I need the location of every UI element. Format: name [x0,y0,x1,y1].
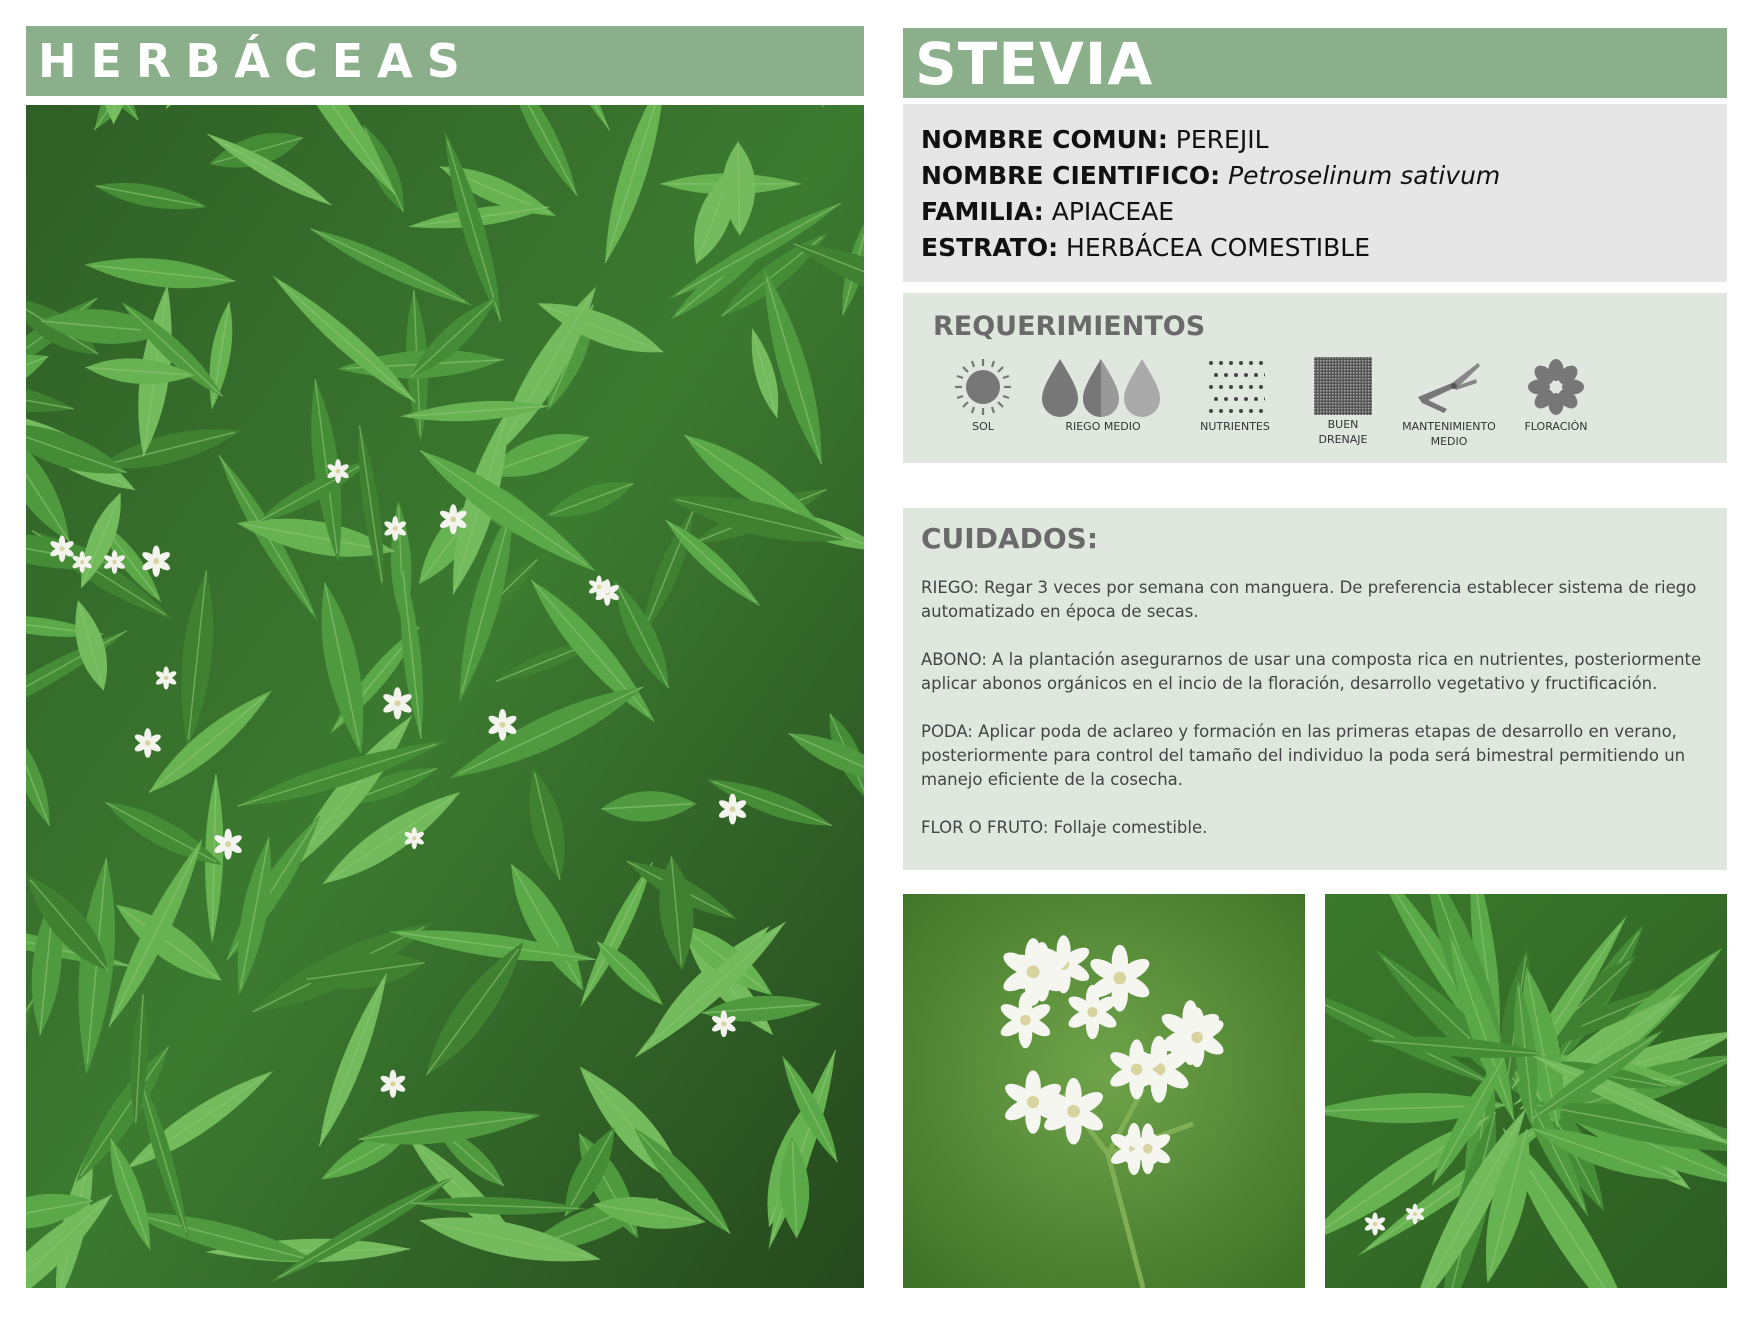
common-name-row [921,122,1709,158]
requirements-title: REQUERIMIENTOS [933,311,1206,342]
family-row [921,194,1709,230]
category-title-band [26,26,864,96]
req-sun [943,357,1023,434]
category-title: HERBÁCEAS [38,34,474,88]
drainage-grid-icon [1314,357,1372,415]
flower-closeup-photo [903,894,1305,1288]
req-label-maintenance [1379,419,1519,449]
care-title: CUIDADOS: [921,522,1099,555]
flower-icon [1525,357,1587,417]
req-flowering [1501,357,1611,434]
req-nutrients [1185,357,1285,434]
req-water [1033,357,1173,434]
care-abono: ABONO: A la plantación asegurarnos de usar una composta rica en nutrientes, posteriormente aplicar abonos orgánicos en el incio de la floración, desarrollo vegetativo y fructificación. [921,650,1702,693]
plant-info-panel [903,104,1727,282]
care-flor: FLOR O FRUTO: Follaje comestible. [921,818,1208,837]
req-label-flowering: FLORACIÓN [1524,420,1588,433]
stratum-row [921,230,1709,266]
family-value: APIACEAE [1043,197,1175,226]
req-label-drainage [1303,417,1383,447]
plant-title: STEVIA [915,30,1154,98]
scientific-name-label: NOMBRE CIENTIFICO: [921,161,1221,190]
care-panel [903,508,1727,870]
care-poda: PODA: Aplicar poda de aclareo y formación en las primeras etapas de desarrollo en verano, posteriormente para control del tamaño del individuo la poda será bimestral permitiendo un manejo eficiente de la cosecha. [921,722,1686,789]
req-label-drainage-line2: DRENAJE [1318,433,1368,446]
water-drops-icon [1038,357,1168,417]
req-label-nutrients: NUTRIENTES [1200,420,1270,433]
plant-title-band [903,28,1727,98]
nutrients-dots-icon [1205,357,1265,417]
req-label-drainage-line1: BUEN [1327,418,1359,431]
scientific-name-row [921,158,1709,194]
common-name-label: NOMBRE COMUN: [921,125,1168,154]
pruning-shears-icon [1414,357,1484,417]
scientific-name-value: Petroselinum sativum [1228,161,1501,190]
sun-icon [953,357,1013,417]
common-name-value: PEREJIL [1167,125,1269,154]
leaf-closeup-photo [1325,894,1727,1288]
main-plant-photo [26,105,864,1288]
requirements-panel [903,293,1727,463]
req-drainage [1303,357,1383,447]
stratum-label: ESTRATO: [921,233,1059,262]
care-text [921,576,1716,864]
req-maintenance [1379,357,1519,449]
req-label-maintenance-line1: MANTENIMIENTO [1402,420,1496,433]
req-label-water: RIEGO MEDIO [1065,420,1141,433]
family-label: FAMILIA: [921,197,1044,226]
stratum-value: HERBÁCEA COMESTIBLE [1058,233,1371,262]
req-label-sun: SOL [972,420,994,433]
req-label-maintenance-line2: MEDIO [1430,435,1468,448]
care-riego: RIEGO: Regar 3 veces por semana con manguera. De preferencia establecer sistema de riego automatizado en época de secas. [921,578,1697,621]
